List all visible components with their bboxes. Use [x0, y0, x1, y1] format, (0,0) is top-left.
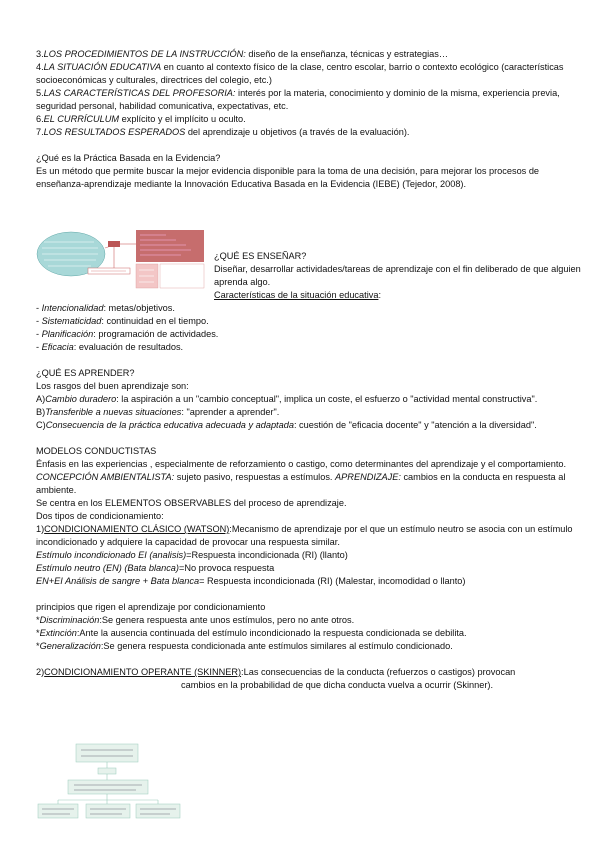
- concept-map-diagram: [36, 228, 206, 296]
- en-line: Estímulo neutro (EN) (Bata blanca)=No provoca respuesta: [36, 563, 275, 573]
- ensenar-item: - Eficacia: evaluación de resultados.: [36, 342, 184, 352]
- aprender-item: C)Consecuencia de la práctica educativa adecuada y adaptada: cuestión de "eficacia docente" y "atención a la diversidad".: [36, 420, 537, 430]
- document-body-continued: [36, 302, 576, 692]
- principio-item: *Discriminación:Se genera respuesta ante unos estímulos, pero no ante otros.: [36, 615, 355, 625]
- ensenar-item: - Intencionalidad: metas/objetivos.: [36, 303, 175, 313]
- list-item-4: 4.LA SITUACIÓN EDUCATIVA en cuanto al contexto físico de la clase, centro escolar, barrio o contexto ecológico (características socioeconómicas y culturales, directrices del colegio, etc.): [36, 62, 564, 85]
- principios-heading: principios que rigen el aprendizaje por condicionamiento: [36, 602, 266, 612]
- aprender-heading: ¿QUÉ ES APRENDER?: [36, 368, 135, 378]
- operante-heading: 2)CONDICIONAMIENTO OPERANTE (SKINNER):Las consecuencias de la conducta (refuerzos o castigos) provocan: [36, 667, 516, 677]
- conductistas-p2: CONCEPCIÓN AMBIENTALISTA: sujeto pasivo, respuestas a estímulos. APRENDIZAJE: cambios en la conducta en respuesta al ambiente.: [36, 472, 566, 495]
- conductistas-p1: Énfasis en las experiencias , especialmente de reforzamiento o castigo, como determinantes del aprendizaje y el comportamiento.: [36, 459, 567, 469]
- aprender-intro: Los rasgos del buen aprendizaje son:: [36, 381, 189, 391]
- list-item-7: 7.LOS RESULTADOS ESPERADOS del aprendizaje u objetivos (a través de la evaluación).: [36, 127, 410, 137]
- aprender-item: B)Transferible a nuevas situaciones: "aprender a aprender".: [36, 407, 280, 417]
- clasico-heading: 1)CONDICIONAMIENTO CLÁSICO (WATSON):Mecanismo de aprendizaje por el que un estímulo neutro se asocia con un estímulo incondicionado y adquiere la capacidad de provocar una respuesta similar.: [36, 524, 573, 547]
- operant-flow-diagram: [36, 742, 196, 842]
- ensenar-section: [214, 250, 586, 302]
- list-item-3: 3.LOS PROCEDIMIENTOS DE LA INSTRUCCIÓN: diseño de la enseñanza, técnicas y estrategias…: [36, 49, 449, 59]
- conductistas-p4: Dos tipos de condicionamiento:: [36, 511, 164, 521]
- ensenar-subheading: Características de la situación educativa:: [214, 290, 381, 300]
- ensenar-text: Diseñar, desarrollar actividades/tareas de aprendizaje con el fin deliberado de que alguien aprenda algo.: [214, 264, 581, 287]
- pbe-text: Es un método que permite buscar la mejor evidencia disponible para la toma de una decisión, para mejorar los procesos de enseñanza-aprendizaje mediante la Innovación Educativa Basada en la Evidencia (IEBE) (Tejedor, 2008).: [36, 166, 540, 189]
- ensenar-item: - Planificación: programación de actividades.: [36, 329, 219, 339]
- principio-item: *Extinción:Ante la ausencia continuada del estímulo incondicionado la respuesta condicionada se debilita.: [36, 628, 467, 638]
- list-item-6: 6.EL CURRÍCULUM explícito y el implícito u oculto.: [36, 114, 246, 124]
- document-body: [36, 48, 576, 191]
- list-item-5: 5.LAS CARACTERÍSTICAS DEL PROFESORIA: interés por la materia, conocimiento y dominio de la misma, experiencia previa, seguridad personal, habilidad comunicativa, expectativas, etc.: [36, 88, 560, 111]
- principio-item: *Generalización:Se genera respuesta condicionada ante estímulos similares al estímulo condicionado.: [36, 641, 453, 651]
- aprender-item: A)Cambio duradero: la aspiración a un "cambio conceptual", implica un coste, el esfuerzo o "actividad mental constructiva".: [36, 394, 538, 404]
- ei-line: Estímulo incondicionado EI (analisis)=Respuesta incondicionada (RI) (llanto): [36, 550, 348, 560]
- operante-text: cambios en la probabilidad de que dicha conducta vuelva a ocurrir (Skinner).: [181, 680, 494, 690]
- conductistas-heading: MODELOS CONDUCTISTAS: [36, 446, 157, 456]
- ensenar-item: - Sistematicidad: continuidad en el tiempo.: [36, 316, 209, 326]
- conductistas-p3: Se centra en los ELEMENTOS OBSERVABLES del proceso de aprendizaje.: [36, 498, 347, 508]
- ensenar-heading: ¿QUÉ ES ENSEÑAR?: [214, 251, 307, 261]
- en-ei-line: EN+EI Análisis de sangre + Bata blanca= Respuesta incondicionada (RI) (Malestar, incomodidad o llanto): [36, 576, 466, 586]
- pbe-heading: ¿Qué es la Práctica Basada en la Evidencia?: [36, 153, 221, 163]
